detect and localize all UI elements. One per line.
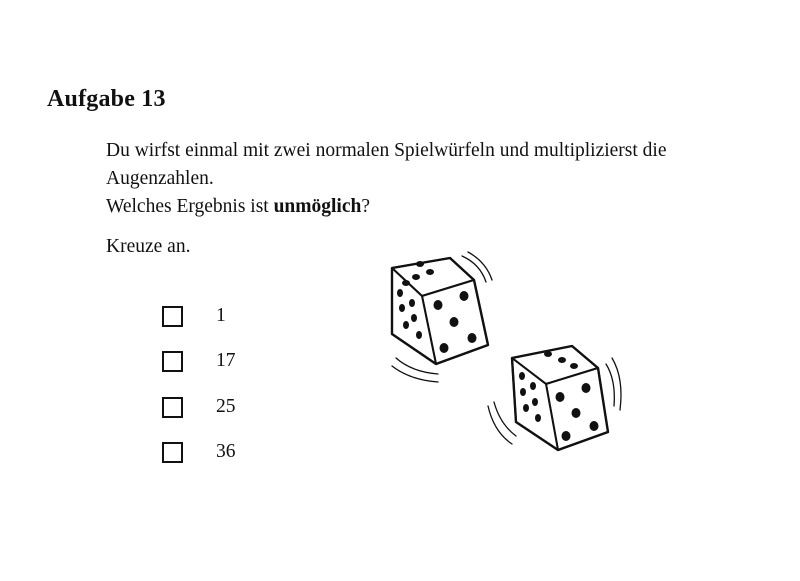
answer-option-25[interactable]: [162, 395, 236, 419]
die-one-icon: [392, 252, 492, 382]
question-line-2: Augenzahlen.: [106, 168, 214, 189]
option-label-17: 17: [216, 350, 236, 371]
question-line-3: [106, 193, 766, 221]
option-label-36: 36: [216, 441, 236, 462]
instruction-text: Kreuze an.: [106, 236, 191, 257]
checkbox-option-1[interactable]: [162, 306, 183, 327]
question-line-3-start: Welches Ergebnis ist: [106, 196, 274, 217]
checkbox-option-36[interactable]: [162, 442, 183, 463]
question-line-1: Du wirfst einmal mit zwei normalen Spielwürfeln und multiplizierst die: [106, 140, 667, 161]
task-title: Aufgabe 13: [47, 86, 166, 112]
checkbox-option-17[interactable]: [162, 351, 183, 372]
answer-option-1[interactable]: [162, 304, 226, 328]
question-text: [106, 137, 766, 221]
two-dice-icon: [362, 250, 622, 468]
option-label-25: 25: [216, 396, 236, 417]
question-keyword-impossible: unmöglich: [273, 196, 362, 217]
checkbox-option-25[interactable]: [162, 397, 183, 418]
question-line-3-end: ?: [361, 196, 371, 217]
die-two-icon: [488, 346, 621, 450]
answer-option-36[interactable]: [162, 440, 236, 464]
answer-option-17[interactable]: [162, 349, 236, 373]
option-label-1: 1: [216, 305, 226, 326]
